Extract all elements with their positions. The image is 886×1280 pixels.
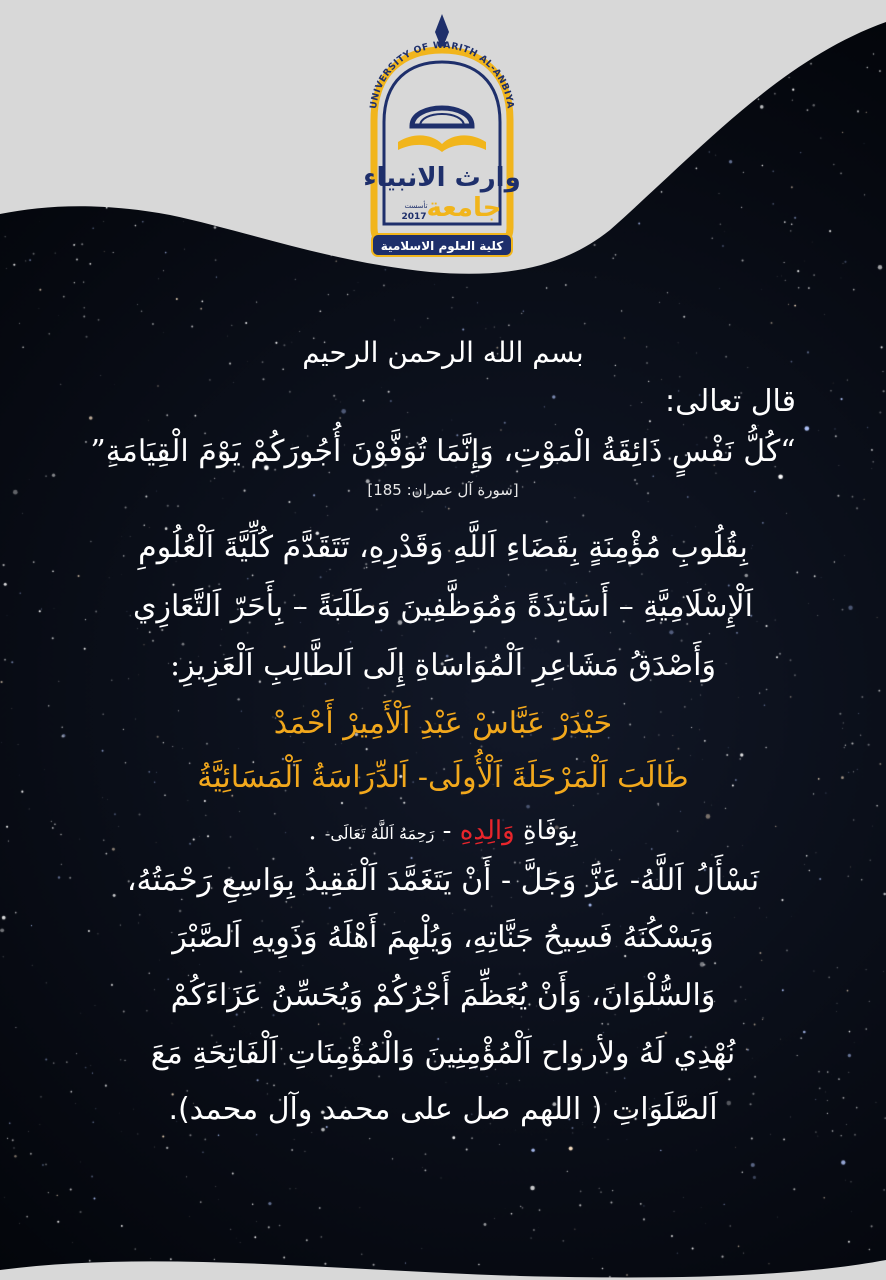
- student-name: حَيْدَرْ عَبَّاسْ عَبْدِ اَلْأَمِيرْ أَحْمَدْ: [273, 706, 613, 741]
- father-word: وَالِدِهِ: [459, 816, 515, 846]
- closing-line-2: وَيَسْكُنَهُ فَسِيحُ جَنَّاتِهِ، وَيُلْهِمَ أَهْلَهُ وَذَوِيهِ اَلصَّبْرَ: [172, 920, 714, 955]
- university-logo: [352, 10, 532, 260]
- death-dot: .: [308, 816, 325, 846]
- death-announcement: [0, 816, 886, 846]
- student-stage: طَالَبَ اَلْمَرْحَلَةَ اَلْأُولَى- اَلدِّرَاسَةُ اَلْمَسَائِيَّةُ: [197, 760, 689, 795]
- closing-line-5: اَلصَّلَوَاتِ ( اللهم صل على محمد وآل محمد).: [168, 1092, 718, 1127]
- pen-nib-icon: [435, 14, 449, 42]
- qala-heading: قال تعالى:: [664, 384, 796, 419]
- logo-ring-text: UNIVERSITY OF WARITH AL-ANBIYA: [368, 39, 516, 110]
- bottom-wave-shape: [0, 1180, 886, 1280]
- basmala: بسم الله الرحمن الرحيم: [302, 336, 584, 369]
- logo-college-name: كلية العلوم الاسلامية: [380, 239, 504, 253]
- body-line-1: بِقُلُوبِ مُؤْمِنَةٍ بِقَضَاءِ اَللَّهِ وَقَدْرِهِ، تَتَقَدَّمَ كُلِّيَّةَ اَلْعُلُومِ: [138, 530, 748, 565]
- logo-founded-label: تأسست: [404, 202, 428, 210]
- logo-name-line1: وارث الانبياء: [363, 163, 521, 193]
- death-separator: -: [434, 816, 460, 846]
- open-book-icon: [398, 135, 486, 152]
- verse-reference: [سورة آل عمران: 185]: [367, 481, 519, 499]
- death-prefix: بِوَفَاةِ: [522, 816, 578, 846]
- mercy-phrase: رَحِمَهُ اَللَّهُ تَعَالَى-: [324, 824, 435, 843]
- body-line-3: وَأَصْدَقُ مَشَاعِرِ اَلْمُوَاسَاةِ إِلَى اَلطَّالِبِ اَلْعَزِيزِ:: [170, 648, 716, 683]
- body-line-2: اَلْإِسْلَامِيَّةِ – أَسَاتِذَةً وَمُوَظَّفِينَ وَطَلَبَةً – بِأَحَرّ اَلتَّعَازِي: [133, 589, 753, 624]
- closing-line-3: وَالسُّلْوَانَ، وَأَنْ يُعَظِّمَ أَجْرُكُمْ وَيُحَسِّنُ عَزَاءَكُمْ: [170, 978, 716, 1013]
- quran-verse: “كُلُّ نَفْسٍ ذَائِقَةُ الْمَوْتِ، وَإِنَّمَا تُوَفَّوْنَ أُجُورَكُمْ يَوْمَ الْقِيَامَةِ”: [90, 434, 796, 469]
- closing-line-1: نَسْأَلُ اَللَّهُ- عَزَّ وَجَلَّ - أَنْ يَتَغَمَّدَ اَلْفَقِيدُ بِوَاسِعِ رَحْمَتُهُ،: [126, 863, 760, 898]
- closing-line-4: نُهْدِي لَهُ ولأرواح اَلْمُؤْمِنِينَ وَالْمُؤْمِنَاتِ اَلْفَاتِحَةِ مَعَ: [150, 1036, 736, 1071]
- logo-year: 2017: [401, 212, 427, 222]
- logo-name-line2: جامعة: [426, 193, 502, 223]
